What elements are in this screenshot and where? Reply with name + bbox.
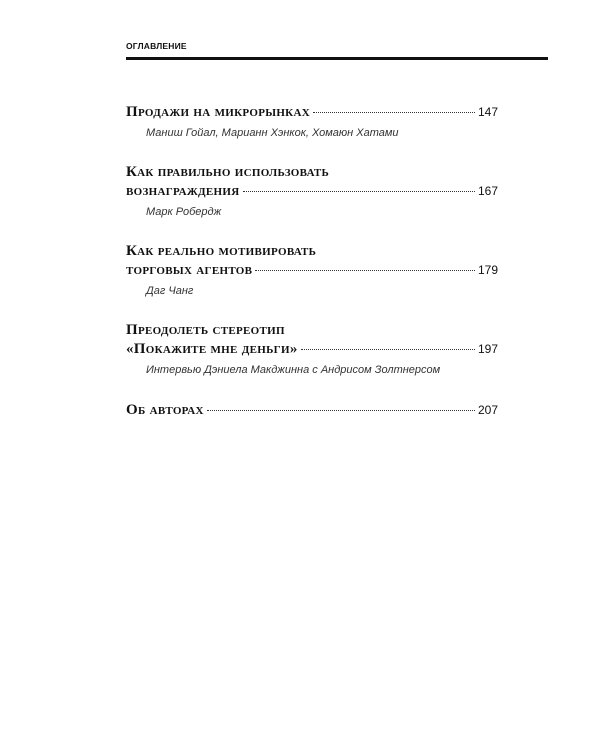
toc-title-line [126,182,498,201]
toc-page-number: 147 [477,105,498,119]
toc-entry-rewards[interactable] [126,163,498,219]
dot-leader [301,349,475,350]
toc-page-number: 179 [477,263,498,277]
toc-title-first-line: Как реально мотивировать [126,243,317,259]
table-of-contents [126,103,498,420]
toc-title: Об авторах [126,402,204,418]
toc-title: вознаграждения [126,183,240,199]
toc-entry-motivation[interactable] [126,242,498,298]
header-rule [126,57,548,60]
toc-author: Маниш Гойал, Марианн Хэнкок, Хомаюн Хатами [146,127,399,139]
toc-title: Продажи на микрорынках [126,104,310,120]
toc-title-line [126,261,498,280]
toc-page-number: 167 [477,184,498,198]
toc-title-line [126,340,498,359]
toc-author: Марк Робердж [146,206,222,218]
toc-title-line [126,103,498,122]
dot-leader [313,112,475,113]
toc-title-first-line: Преодолеть стереотип [126,322,285,338]
toc-title-line [126,401,498,420]
toc-page-number: 197 [477,342,498,356]
toc-title: «Покажите мне деньги» [126,341,298,357]
dot-leader [207,410,475,411]
toc-author: Даг Чанг [146,285,194,297]
toc-entry-microMarkets[interactable] [126,103,498,140]
toc-entry-about-authors[interactable] [126,401,498,420]
dot-leader [243,191,475,192]
toc-entry-show-me-money[interactable] [126,321,498,377]
section-label: ОГЛАВЛЕНИЕ [126,41,187,51]
running-header [126,41,548,60]
toc-page-number: 207 [477,403,498,417]
toc-title-first-line: Как правильно использовать [126,164,330,180]
dot-leader [255,270,475,271]
toc-title: торговых агентов [126,262,253,278]
toc-author: Интервью Дэниела Макджинна с Андрисом Золтнерсом [146,364,441,376]
